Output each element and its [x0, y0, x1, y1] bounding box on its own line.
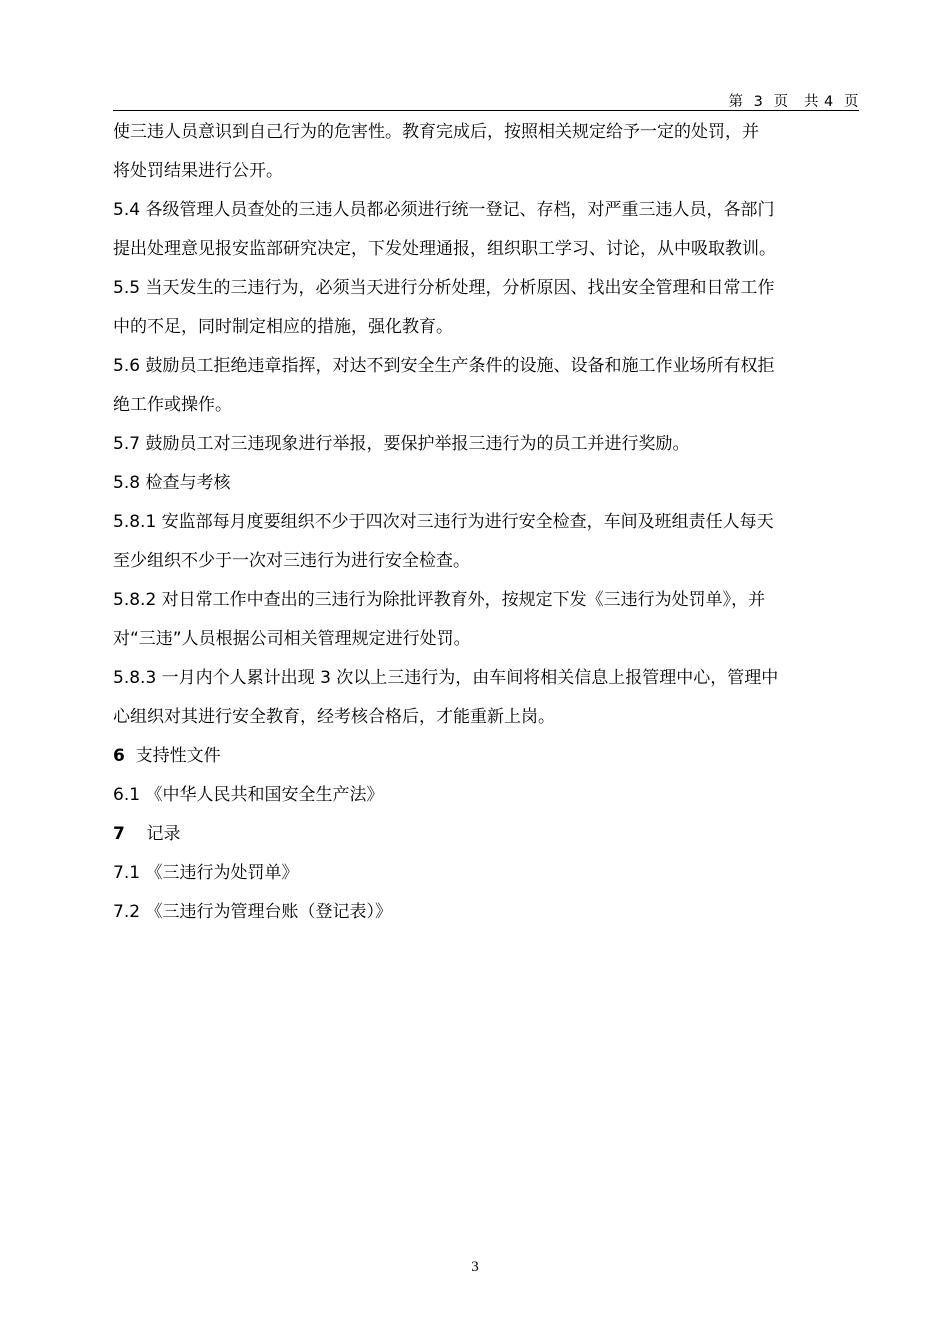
- list-item: 6.1 《中华人民共和国安全生产法》: [113, 785, 384, 805]
- section-title: 记录: [124, 824, 181, 844]
- paragraph-line: 5.8.1 安监部每月度要组织不少于四次对三违行为进行安全检查，车间及班组责任人每天: [113, 512, 774, 532]
- section-number: 6: [113, 746, 125, 766]
- section-title: 支持性文件: [124, 746, 221, 766]
- paragraph-line: 5.8 检查与考核: [113, 473, 231, 493]
- section-heading-7: [113, 815, 859, 854]
- paragraph-line: 将处罚结果进行公开。: [113, 161, 283, 181]
- paragraph-line: 5.8.3 一月内个人累计出现 3 次以上三违行为，由车间将相关信息上报管理中心，管理中: [113, 668, 779, 688]
- list-item: 7.2 《三违行为管理台账（登记表）》: [113, 902, 392, 922]
- paragraph-line: 心组织对其进行安全教育，经考核合格后，才能重新上岗。: [113, 707, 555, 727]
- paragraph-line: 对“三违”人员根据公司相关管理规定进行处罚。: [113, 629, 471, 649]
- paragraph-line: 5.5 当天发生的三违行为，必须当天进行分析处理，分析原因、找出安全管理和日常工作: [113, 278, 775, 298]
- paragraph-line: 绝工作或操作。: [113, 395, 232, 415]
- page-info: 第 3 页 共 4 页: [728, 94, 859, 110]
- paragraph-line: 5.8.2 对日常工作中查出的三违行为除批评教育外，按规定下发《三违行为处罚单》，并: [113, 590, 766, 610]
- list-item: 7.1 《三违行为处罚单》: [113, 863, 299, 883]
- section-heading-6: [113, 737, 859, 776]
- paragraph-line: 提出处理意见报安监部研究决定，下发处理通报，组织职工学习、讨论，从中吸取教训。: [113, 239, 776, 259]
- paragraph-line: 中的不足，同时制定相应的措施，强化教育。: [113, 317, 453, 337]
- paragraph-line: 5.4 各级管理人员查处的三违人员都必须进行统一登记、存档，对严重三违人员，各部门: [113, 200, 775, 220]
- section-number: 7: [113, 824, 125, 844]
- paragraph-line: 使三违人员意识到自己行为的危害性。教育完成后，按照相关规定给予一定的处罚，并: [113, 122, 759, 142]
- paragraph-line: 5.6 鼓励员工拒绝违章指挥，对达不到安全生产条件的设施、设备和施工作业场所有权拒: [113, 356, 775, 376]
- paragraph-line: 5.7 鼓励员工对三违现象进行举报，要保护举报三违行为的员工并进行奖励。: [113, 434, 690, 454]
- paragraph-line: 至少组织不少于一次对三违行为进行安全检查。: [113, 551, 470, 571]
- document-body: [113, 113, 859, 932]
- page-header: [113, 88, 859, 111]
- page-number: 3: [471, 1259, 479, 1275]
